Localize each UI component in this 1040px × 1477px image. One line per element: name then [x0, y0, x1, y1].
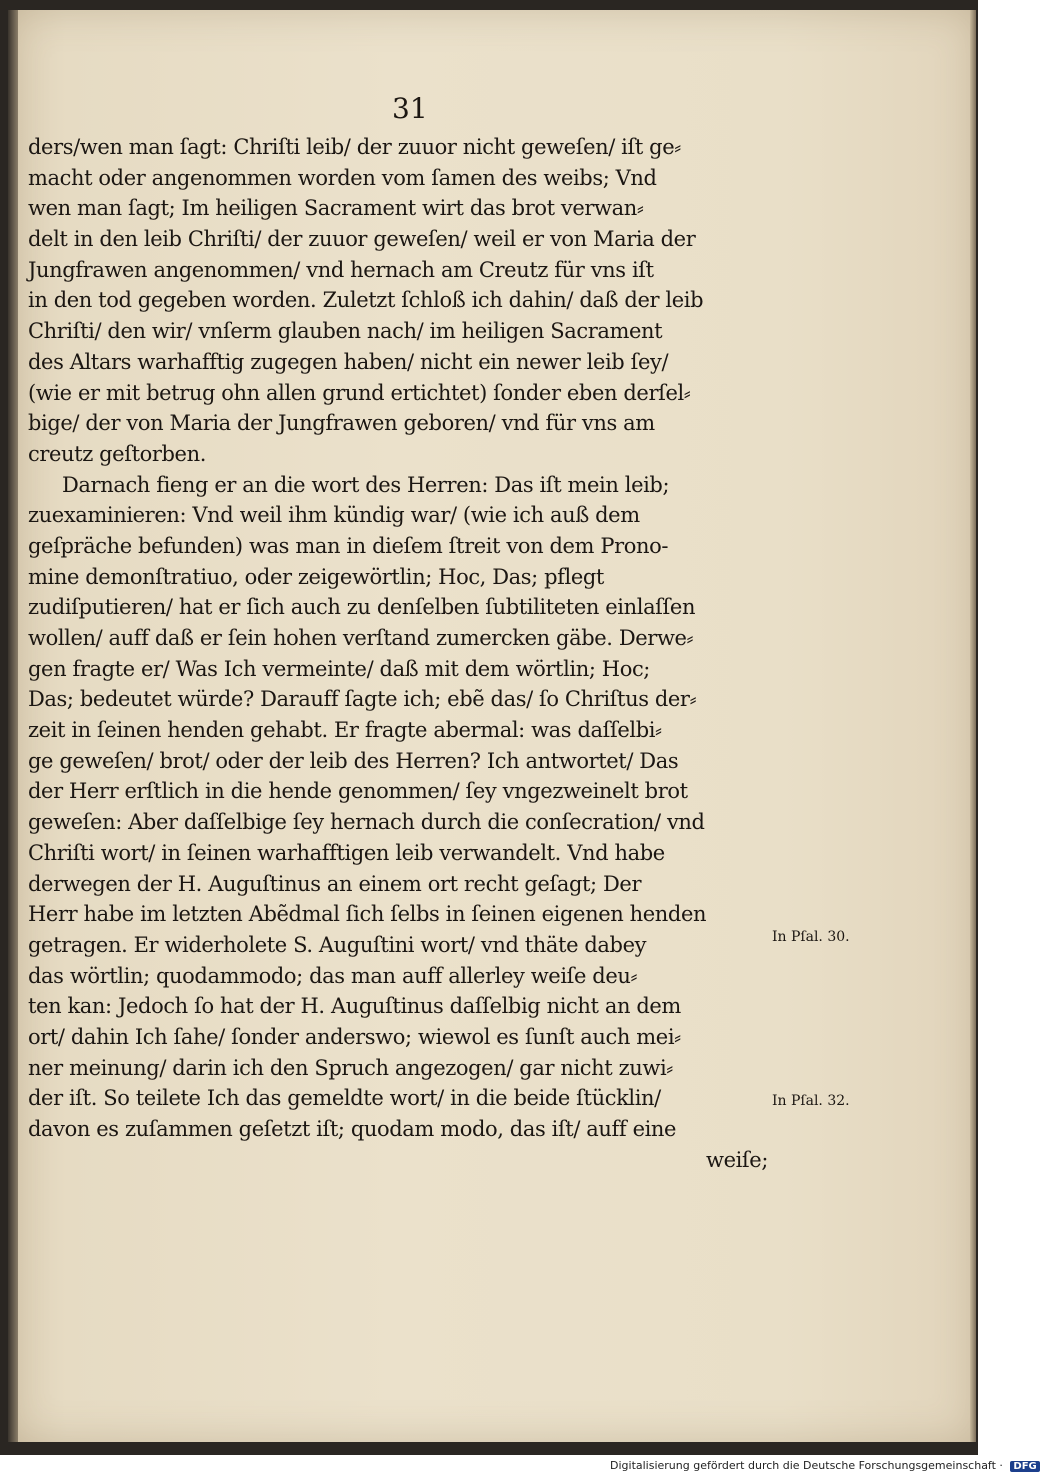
text-line: der Herr erſtlich in die hende genommen/ ſey vngezweinelt brot — [28, 779, 688, 804]
text-line: mine demonſtratiuo, oder zeigewörtlin; Hoc, Das; pflegt — [28, 564, 604, 589]
paragraph-start-line: Darnach fieng er an die wort des Herren: Das iſt mein leib; — [62, 472, 670, 497]
text-line: gen fragte er/ Was Ich vermeinte/ daß mit dem wörtlin; Hoc; — [28, 656, 650, 681]
text-line: Chriſti wort/ in ſeinen warhafftigen leib verwandelt. Vnd habe — [28, 840, 665, 865]
text-line: geſpräche befunden) was man in dieſem ſtreit von dem Prono- — [28, 533, 669, 558]
text-line: delt in den leib Chriſti/ der zuuor geweſen/ weil er von Maria der — [28, 227, 696, 252]
body-text — [28, 132, 768, 1175]
text-line: ort/ dahin Ich ſahe/ ſonder anderswo; wiewol es ſunſt auch mei⸗ — [28, 1024, 681, 1049]
text-line: zudiſputieren/ hat er ſich auch zu denſelben ſubtiliteten einlaſſen — [28, 595, 696, 620]
text-line: Jungfrawen angenommen/ vnd hernach am Creutz für vns iſt — [28, 257, 654, 282]
text-line: wen man ſagt; Im heiligen Sacrament wirt das brot verwan⸗ — [28, 196, 644, 221]
page-edge — [970, 10, 976, 1442]
text-line: wollen/ auff daß er ſein hohen verſtand zumercken gäbe. Derwe⸗ — [28, 626, 694, 650]
catchword: weiſe; — [706, 1147, 768, 1172]
page-number: 31 — [392, 92, 428, 125]
text-line: ner meinung/ darin ich den Spruch angezogen/ gar nicht zuwi⸗ — [28, 1055, 673, 1080]
text-line: Das; bedeutet würde? Darauff ſagte ich; ebẽ das/ ſo Chriſtus der⸗ — [28, 687, 697, 712]
text-line: in den tod gegeben worden. Zuletzt ſchloß ich dahin/ daß der leib — [28, 288, 704, 313]
text-line: getragen. Er widerholete S. Auguſtini wort/ vnd thäte dabey — [28, 932, 647, 957]
text-line: (wie er mit betrug ohn allen grund ertichtet) ſonder eben derſel⸗ — [28, 380, 691, 405]
text-line: Herr habe im letzten Abẽdmal ſich ſelbs in ſeinen eigenen henden — [28, 902, 707, 927]
text-line: der iſt. So teilete Ich das gemeldte wort/ in die beide ſtücklin/ — [28, 1086, 661, 1111]
margin-note: In Pſal. 32. — [772, 1093, 850, 1109]
text-line: das wörtlin; quodammodo; das man auff allerley weiſe deu⸗ — [28, 963, 638, 988]
text-line: geweſen: Aber daſſelbige ſey hernach durch die conſecration/ vnd — [28, 810, 705, 835]
dfg-logo: DFG — [1010, 1461, 1039, 1472]
text-line: creutz geſtorben. — [28, 441, 206, 466]
text-line: bige/ der von Maria der Jungfrawen geboren/ vnd für vns am — [28, 411, 655, 436]
text-line: macht oder angenommen worden vom ſamen des weibs; Vnd — [28, 165, 657, 190]
text-line: zeit in ſeinen henden gehabt. Er fragte abermal: was daſſelbi⸗ — [28, 718, 662, 743]
text-line: zuexaminieren: Vnd weil ihm kündig war/ (wie ich auß dem — [28, 503, 640, 528]
margin-note: In Pſal. 30. — [772, 929, 850, 945]
text-line: ders/wen man ſagt: Chriſti leib/ der zuuor nicht geweſen/ iſt ge⸗ — [28, 135, 681, 159]
text-line: derwegen der H. Auguſtinus an einem ort recht geſagt; Der — [28, 871, 642, 896]
text-line: des Altars warhafftig zugegen haben/ nicht ein newer leib ſey/ — [28, 349, 669, 374]
text-line: ge geweſen/ brot/ oder der leib des Herren? Ich antwortet/ Das — [28, 748, 679, 773]
book-spine — [8, 10, 18, 1442]
text-line: Chriſti/ den wir/ vnſerm glauben nach/ im heiligen Sacrament — [28, 319, 663, 344]
text-line: ten kan: Jedoch ſo hat der H. Auguſtinus daſſelbig nicht an dem — [28, 994, 681, 1019]
digitization-credit — [610, 1459, 1040, 1472]
text-line: davon es zuſammen geſetzt iſt; quodam modo, das iſt/ auff eine — [28, 1117, 677, 1141]
credit-text: Digitalisierung gefördert durch die Deutsche Forschungsgemeinschaft · — [610, 1459, 1003, 1472]
